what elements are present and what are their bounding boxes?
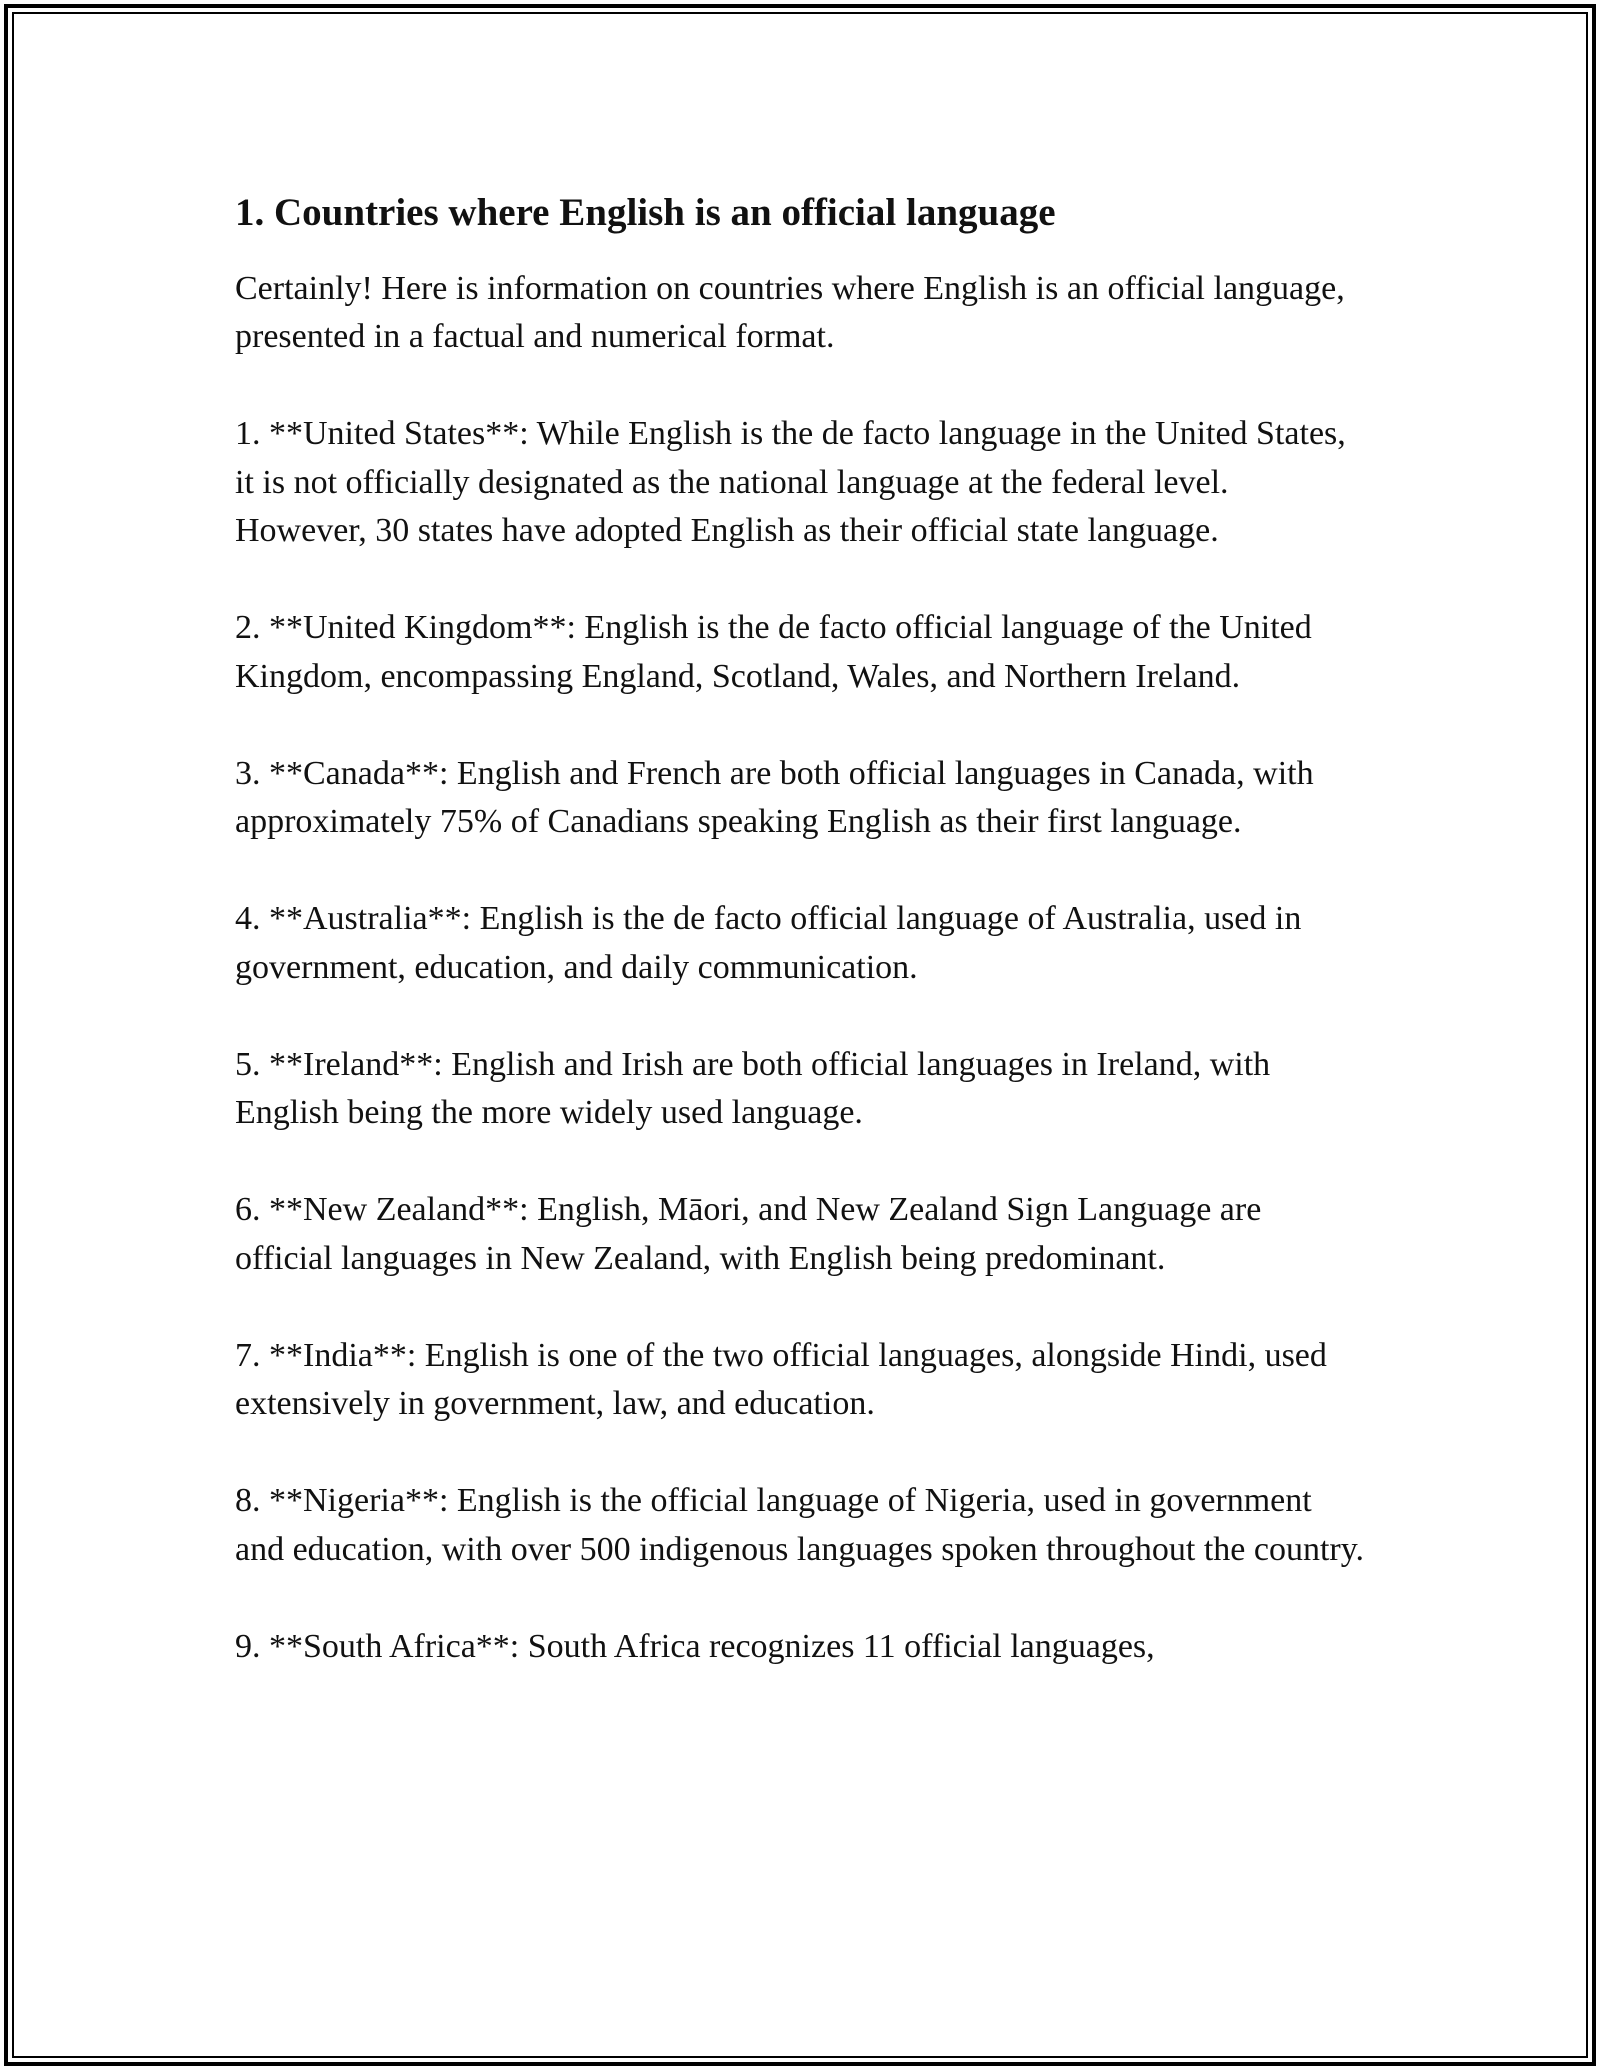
document-heading: 1. Countries where English is an official language [235,191,1056,234]
list-item-united-kingdom: 2. **United Kingdom**: English is the de facto official language of the United Kingdom, encompassing England, Scotland, Wales, and Northern Ireland. [235,609,1312,695]
list-item-nigeria: 8. **Nigeria**: English is the official language of Nigeria, used in government and education, with over 500 indigenous languages spoken throughout the country. [235,1482,1365,1568]
list-item-india: 7. **India**: English is one of the two official languages, alongside Hindi, used extensively in government, law, and education. [235,1336,1327,1423]
list-item-australia: 4. **Australia**: English is the de facto official language of Australia, used in government, education, and daily communication. [235,900,1302,986]
list-item-new-zealand: 6. **New Zealand**: English, Māori, and New Zealand Sign Language are official languages in New Zealand, with English being predominant. [235,1191,1262,1277]
list-item-united-states: 1. **United States**: While English is the de facto language in the United States, it is not officially designated as the national language at the federal level. However, 30 states have adopted English as their official state language. [235,415,1346,550]
list-item-ireland: 5. **Ireland**: English and Irish are both official languages in Ireland, with English being the more widely used language. [235,1045,1271,1132]
intro-paragraph: Certainly! Here is information on countries where English is an official language, presented in a factual and numerical format. [235,269,1345,356]
list-item-south-africa: 9. **South Africa**: South Africa recognizes 11 official languages, [235,1627,1155,1665]
list-item-canada: 3. **Canada**: English and French are both official languages in Canada, with approximately 75% of Canadians speaking English as their first language. [235,754,1314,841]
document-body [235,178,1365,1720]
